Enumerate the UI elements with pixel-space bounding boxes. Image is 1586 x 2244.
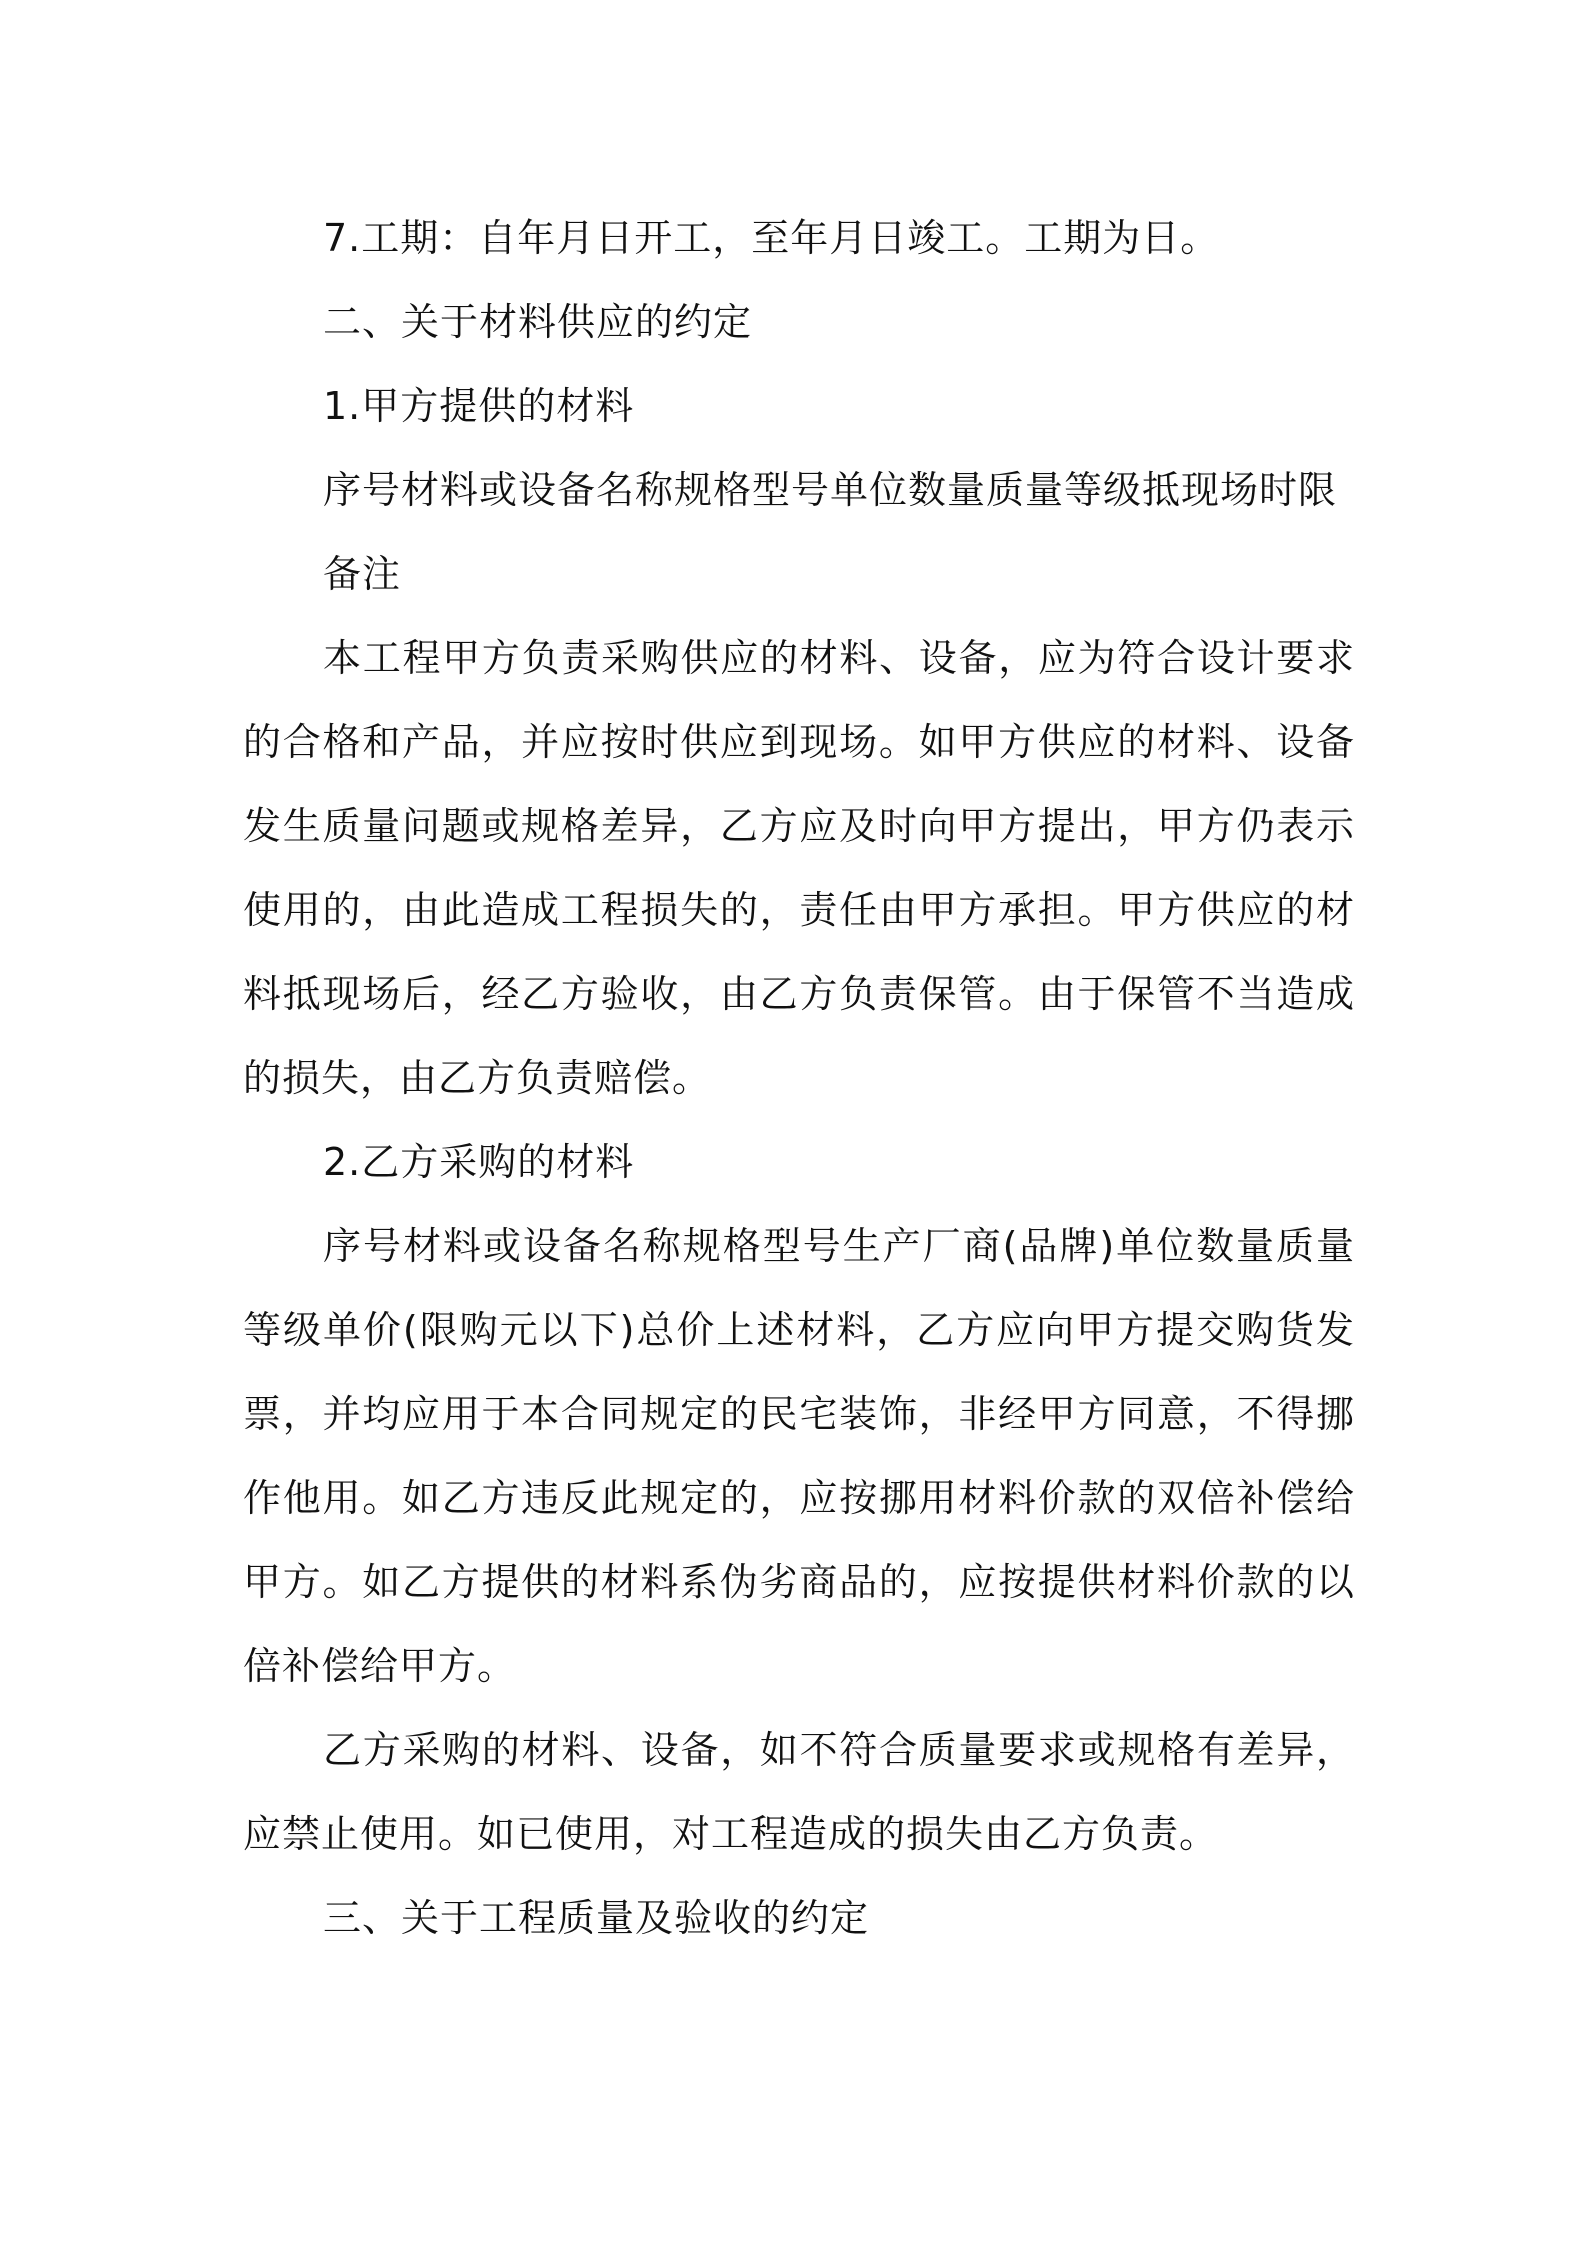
heading-material-supply: 二、关于材料供应的约定 xyxy=(323,300,753,344)
subheading-party-a-materials: 1.甲方提供的材料 xyxy=(323,384,635,428)
paragraph-schedule: 7.工期：自年月日开工，至年月日竣工。工期为日。 xyxy=(323,216,1220,260)
paragraph-remarks: 备注 xyxy=(323,552,402,596)
paragraph-party-a-columns: 序号材料或设备名称规格型号单位数量质量等级抵现场时限 xyxy=(323,468,1338,512)
paragraph-party-b-columns-and-terms: 序号材料或设备名称规格型号生产厂商(品牌)单位数量质量等级单价(限购元以下)总价上述材料，乙方应向甲方提交购货发票，并均应用于本合同规定的民宅装饰，非经甲方同意，不得挪作他用。如乙方违反此规定的，应按挪用材料价款的双倍补偿给甲方。如乙方提供的材料系伪劣商品的，应按提供材料价款的以倍补偿给甲方。 xyxy=(243,1224,1355,1688)
document-body xyxy=(243,196,1355,1960)
paragraph-party-b-quality: 乙方采购的材料、设备，如不符合质量要求或规格有差异，应禁止使用。如已使用，对工程造成的损失由乙方负责。 xyxy=(243,1728,1355,1856)
subheading-party-b-materials: 2.乙方采购的材料 xyxy=(323,1140,635,1184)
paragraph-party-a-responsibility: 本工程甲方负责采购供应的材料、设备，应为符合设计要求的合格和产品，并应按时供应到现场。如甲方供应的材料、设备发生质量问题或规格差异，乙方应及时向甲方提出，甲方仍表示使用的，由此造成工程损失的，责任由甲方承担。甲方供应的材料抵现场后，经乙方验收，由乙方负责保管。由于保管不当造成的损失，由乙方负责赔偿。 xyxy=(243,636,1355,1100)
heading-quality-acceptance: 三、关于工程质量及验收的约定 xyxy=(323,1896,870,1940)
